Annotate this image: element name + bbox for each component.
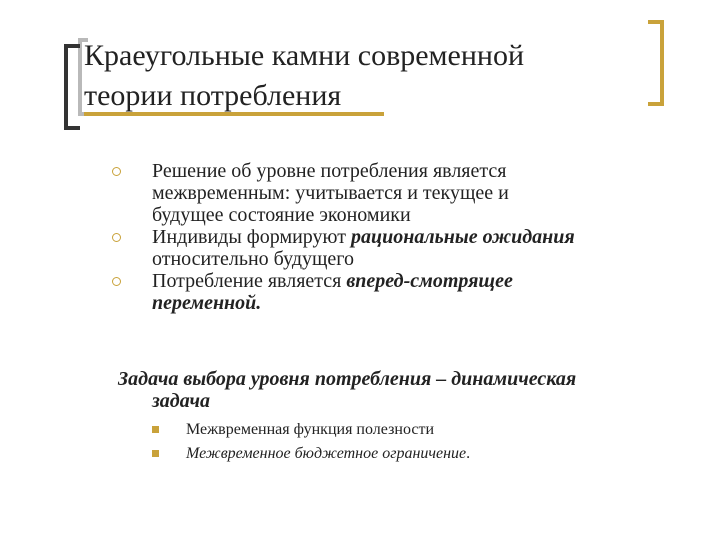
bullet-item-2 — [112, 226, 692, 270]
sub-bullet-item-1 — [150, 418, 690, 442]
task-line-1: Задача выбора уровня потребления – динамическая — [118, 368, 577, 390]
bullet-3-emphasis: вперед-смотрящее — [346, 270, 513, 292]
bullet-3-line-1 — [152, 270, 692, 292]
sub-bullet-list — [150, 418, 690, 466]
left-bracket-decoration — [64, 44, 80, 130]
bullet-3-plain: Потребление является — [152, 270, 347, 292]
task-line-2: задача — [152, 390, 210, 412]
slide-title — [84, 36, 644, 116]
bullet-1-line-2: межвременным: учитывается и текущее и — [152, 182, 509, 204]
ring-bullet-icon — [112, 233, 121, 242]
task-heading — [118, 368, 708, 412]
sub-bullet-item-2 — [150, 442, 690, 466]
bullet-2-emphasis: рациональные ожидания — [350, 226, 575, 248]
right-bracket-decoration — [648, 20, 664, 106]
bullet-2-line-2: относительно будущего — [152, 248, 354, 270]
sub-bullet-2-suffix: . — [466, 445, 471, 462]
sub-bullet-1-text: Межвременная функция полезности — [186, 421, 434, 438]
ring-bullet-icon — [112, 277, 121, 286]
bullet-1-line-3: будущее состояние экономики — [152, 204, 411, 226]
main-bullet-list — [112, 160, 692, 314]
bullet-item-3 — [112, 270, 692, 314]
square-bullet-icon — [152, 450, 159, 457]
square-bullet-icon — [152, 426, 159, 433]
title-line-1: Краеугольные камни современной — [84, 39, 525, 72]
bullet-3-line-2: переменной. — [152, 292, 262, 314]
ring-bullet-icon — [112, 167, 121, 176]
bullet-1-line-1: Решение об уровне потребления является — [152, 160, 507, 182]
sub-bullet-2-text: Межвременное бюджетное ограничение — [186, 445, 467, 462]
title-line-2: теории потребления — [84, 79, 342, 112]
bullet-item-1 — [112, 160, 692, 226]
bullet-2-line-1 — [152, 226, 692, 248]
bullet-2-plain: Индивиды формируют — [152, 226, 351, 248]
